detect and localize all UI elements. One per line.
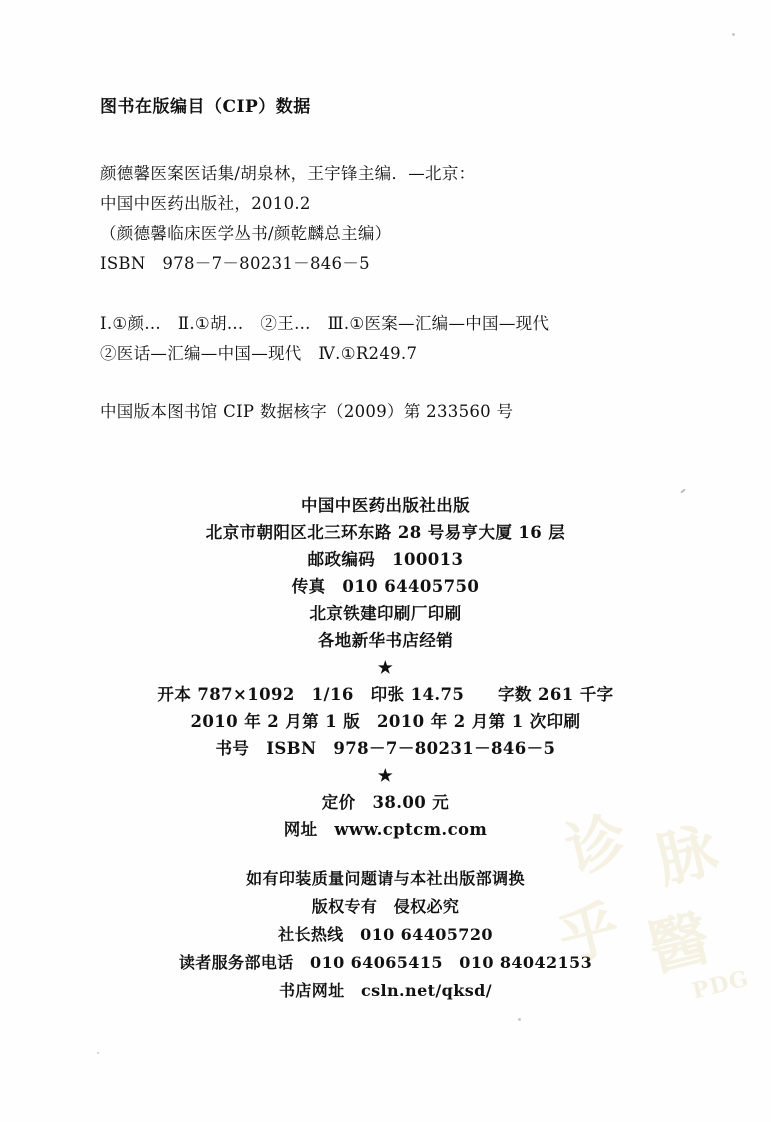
scan-speck [518, 1018, 521, 1021]
cip-publisher-line: 中国中医药出版社，2010.2 [100, 194, 311, 213]
scan-speck [732, 33, 735, 36]
watermark-char: 乎 [551, 892, 627, 976]
publisher-line: 中国中医药出版社出版 [301, 496, 470, 515]
cip-classification-line-1: Ⅰ.①颜… Ⅱ.①胡… ②王… Ⅲ.①医案—汇编—中国—现代 [100, 314, 550, 333]
postcode-line: 邮政编码 100013 [307, 550, 464, 569]
cip-isbn-line: ISBN 978－7－80231－846－5 [100, 254, 370, 273]
cip-block [100, 92, 670, 427]
cip-title-line: 颜德馨医案医话集/胡泉林，王宇锋主编．—北京： [100, 164, 476, 183]
service-phone-line: 读者服务部电话 010 64065415 010 84042153 [178, 953, 593, 972]
cip-heading: 图书在版编目（CIP）数据 [100, 97, 311, 117]
fax-line: 传真 010 64405750 [291, 577, 480, 596]
watermark-char: 醫 [641, 902, 717, 986]
edition-line: 2010 年 2 月第 1 版 2010 年 2 月第 1 次印刷 [190, 712, 581, 731]
copyright-notice: 版权专有 侵权必究 [311, 897, 460, 916]
distribution-line: 各地新华书店经销 [317, 631, 454, 650]
format-line: 开本 787×1092 1/16 印张 14.75 字数 261 千字 [157, 685, 614, 704]
cip-series-line: （颜德馨临床医学丛书/颜乾麟总主编） [100, 224, 392, 243]
bookstore-url-line: 书店网址 csln.net/qksd/ [279, 981, 492, 1000]
imprint-block [0, 492, 771, 1005]
quality-notice: 如有印装质量问题请与本社出版部调换 [246, 869, 525, 888]
scan-speck [97, 1052, 99, 1054]
separator-star: ★ [377, 658, 394, 677]
cip-classification-line-2: ②医话—汇编—中国—现代 Ⅳ.①R249.7 [100, 344, 418, 363]
isbn-line: 书号 ISBN 978－7－80231－846－5 [215, 739, 556, 758]
printer-line: 北京铁建印刷厂印刷 [309, 604, 462, 623]
watermark-label: PDG [689, 965, 752, 1005]
separator-star-2: ★ [377, 766, 394, 785]
watermark-char: 脉 [649, 814, 725, 898]
hotline-line: 社长热线 010 64405720 [278, 925, 493, 944]
cip-archive-line: 中国版本图书馆 CIP 数据核字（2009）第 233560 号 [100, 402, 514, 421]
website-line: 网址 www.cptcm.com [283, 820, 488, 839]
price-line: 定价 38.00 元 [321, 793, 450, 812]
notice-block [0, 865, 771, 1005]
address-line: 北京市朝阳区北三环东路 28 号易亨大厦 16 层 [205, 523, 566, 542]
watermark-char: 诊 [559, 804, 635, 888]
